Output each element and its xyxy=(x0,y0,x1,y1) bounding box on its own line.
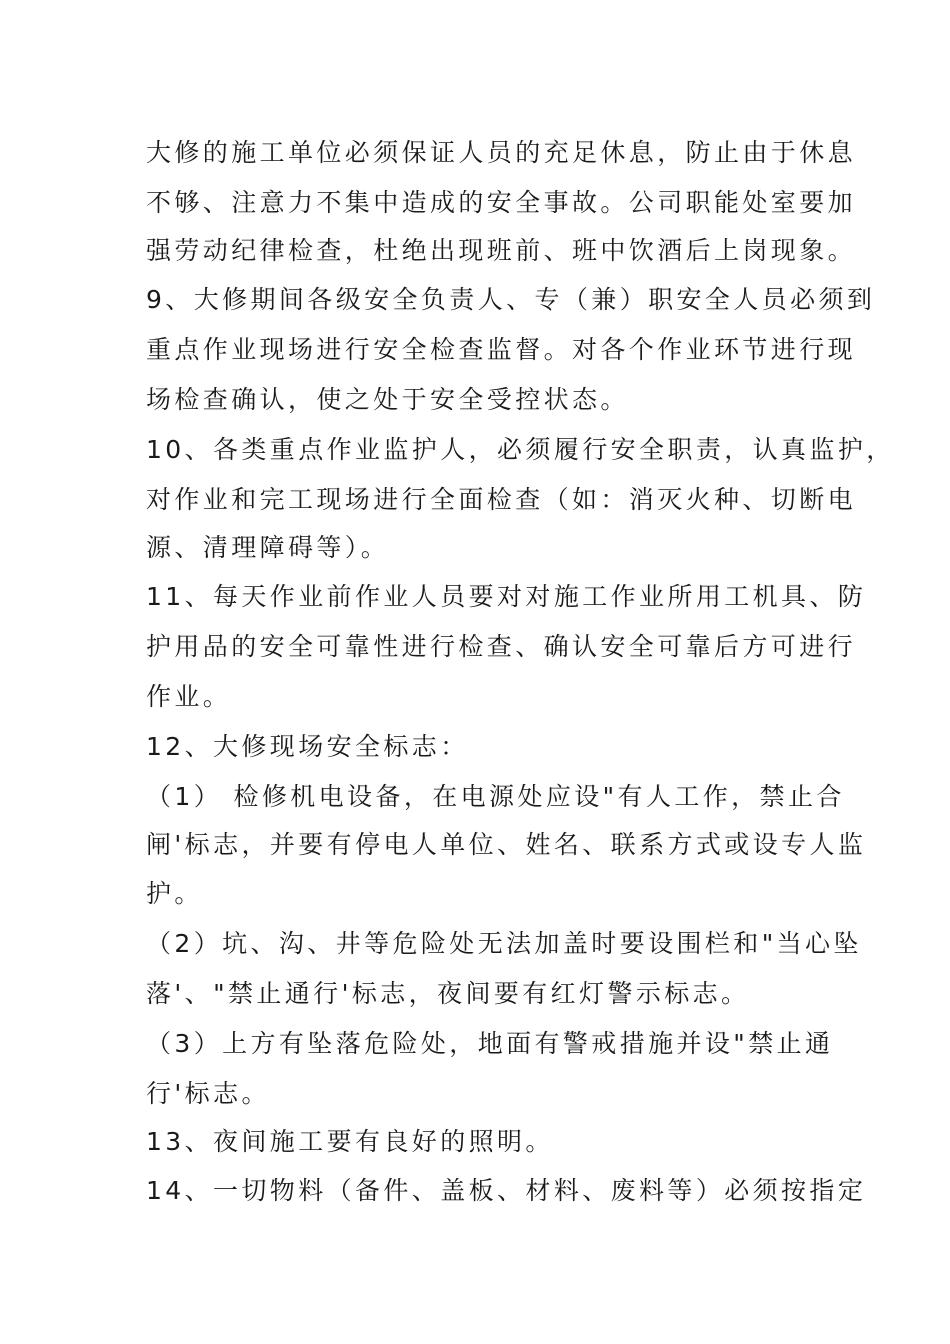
text-line: 大修的施工单位必须保证人员的充足休息，防止由于休息 xyxy=(146,138,857,167)
text-line: 闸'标志，并要有停电人单位、姓名、联系方式或设专人监 xyxy=(146,830,867,859)
text-line: 护用品的安全可靠性进行检查、确认安全可靠后方可进行 xyxy=(146,632,857,661)
text-line: 12、大修现场安全标志： xyxy=(146,732,469,761)
text-line: 10、各类重点作业监护人，必须履行安全职责，认真监护， xyxy=(146,435,895,464)
text-line: 对作业和完工现场进行全面检查（如：消灭火种、切断电 xyxy=(146,485,857,514)
text-line: （1） 检修机电设备，在电源处应设"有人工作，禁止合 xyxy=(146,782,845,811)
text-line: 落'、"禁止通行'标志，夜间要有红灯警示标志。 xyxy=(146,979,750,1008)
text-line: 13、夜间施工要有良好的照明。 xyxy=(146,1127,554,1156)
text-line: （2）坑、沟、井等危险处无法加盖时要设围栏和"当心坠 xyxy=(146,929,862,958)
text-line: 不够、注意力不集中造成的安全事故。公司职能处室要加 xyxy=(146,188,857,217)
text-line: 场检查确认，使之处于安全受控状态。 xyxy=(146,385,629,414)
text-line: 14、一切物料（备件、盖板、材料、废料等）必须按指定 xyxy=(146,1176,867,1205)
text-line: 护。 xyxy=(146,879,203,908)
text-line: 11、每天作业前作业人员要对对施工作业所用工机具、防 xyxy=(146,582,867,611)
text-line: 源、清理障碍等）。 xyxy=(146,533,390,562)
text-line: 作业。 xyxy=(146,682,232,711)
text-line: 行'标志。 xyxy=(146,1079,270,1108)
text-line: 强劳动纪律检查，杜绝出现班前、班中饮酒后上岗现象。 xyxy=(146,236,857,265)
text-line: 9、大修期间各级安全负责人、专（兼）职安全人员必须到 xyxy=(146,285,876,314)
text-line: （3）上方有坠落危险处，地面有警戒措施并设"禁止通 xyxy=(146,1029,834,1058)
text-line: 重点作业现场进行安全检查监督。对各个作业环节进行现 xyxy=(146,335,857,364)
